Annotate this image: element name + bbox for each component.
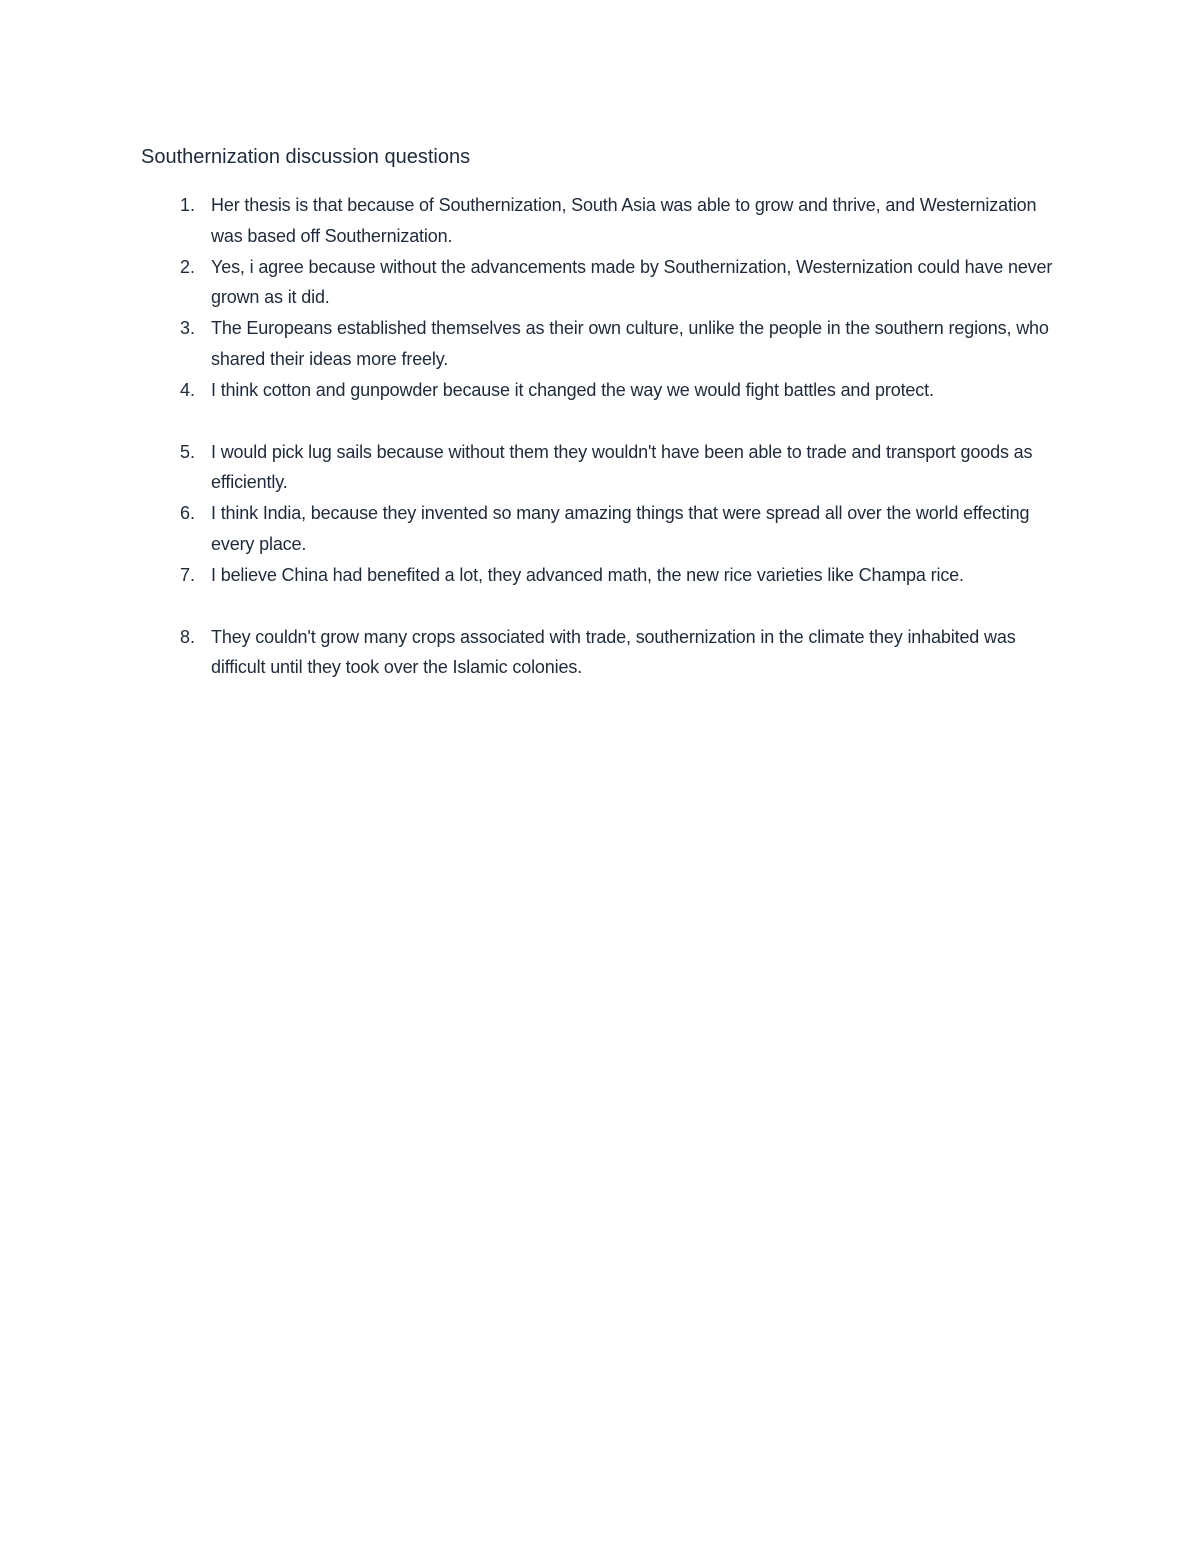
list-item-text: The Europeans established themselves as their own culture, unlike the people in the southern regions, who shared their ideas more freely.	[211, 318, 1049, 369]
list-item	[0, 252, 1200, 314]
document-title: Southernization discussion questions	[141, 146, 471, 168]
list-item-number: 1.	[179, 195, 195, 215]
list-item-text: I believe China had benefited a lot, they advanced math, the new rice varieties like Champa rice.	[211, 565, 964, 586]
list-item-number: 5.	[179, 441, 195, 462]
list-item-text: They couldn't grow many crops associated with trade, southernization in the climate they inhabited was difficult until they took over the Islamic colonies.	[211, 626, 1016, 678]
list-item	[0, 375, 1200, 437]
list-item-text: I would pick lug sails because without them they wouldn't have been able to trade and transport goods as efficiently.	[211, 441, 1033, 493]
list-item	[0, 498, 1200, 560]
list-item	[0, 560, 1200, 622]
list-item	[0, 190, 1200, 252]
list-item-text: I think India, because they invented so many amazing things that were spread all over the world effecting every place.	[211, 503, 1030, 554]
list-item	[0, 313, 1200, 375]
list-item-text: Yes, i agree because without the advancements made by Southernization, Westernization could have never grown as it did.	[211, 256, 1053, 308]
list-item-number: 3.	[179, 318, 195, 339]
list-item-text: I think cotton and gunpowder because it changed the way we would fight battles and protect.	[211, 380, 934, 401]
list-item-number: 7.	[179, 565, 195, 586]
list-item	[0, 622, 1200, 684]
list-item-number: 8.	[179, 626, 195, 647]
list-item-number: 6.	[179, 503, 195, 524]
list-item-number: 2.	[179, 256, 195, 277]
list-item-text: Her thesis is that because of Southernization, South Asia was able to grow and thrive, and Westernization was based off Southernization.	[211, 195, 1037, 246]
list-item-number: 4.	[179, 380, 195, 401]
answer-list	[0, 190, 1200, 684]
list-item	[0, 437, 1200, 499]
